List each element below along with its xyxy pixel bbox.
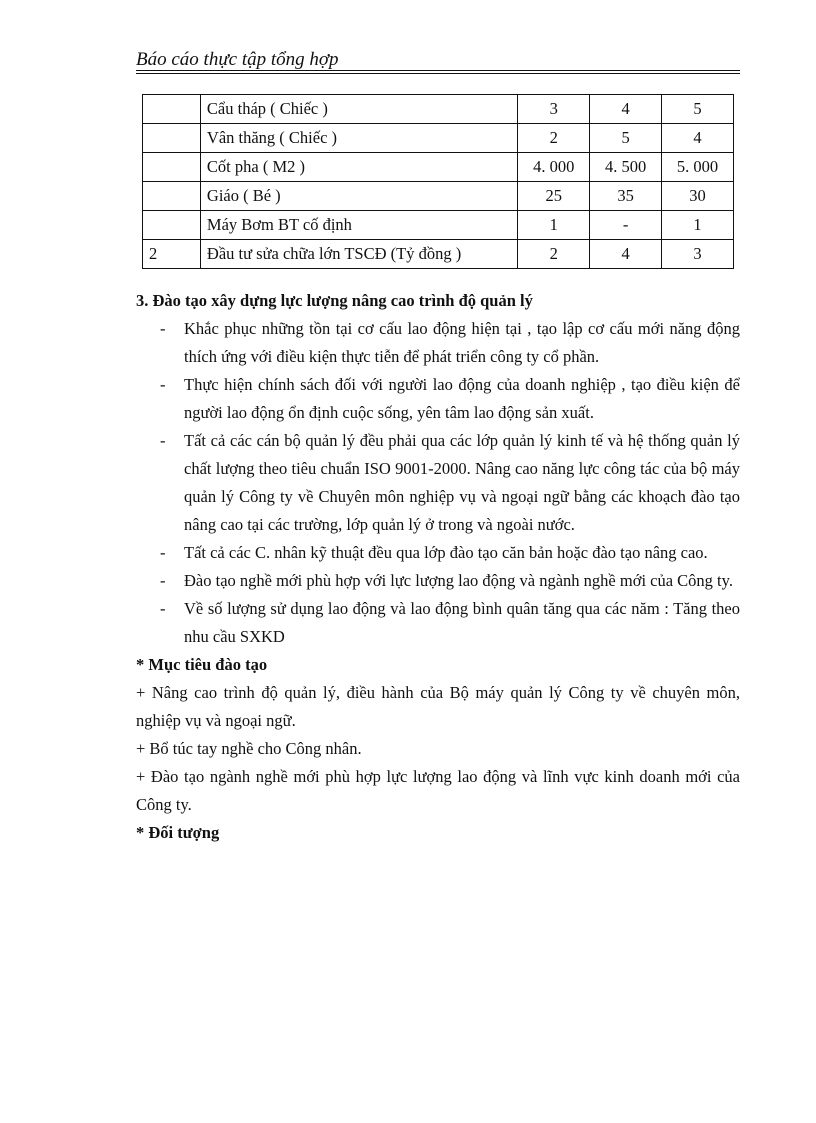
row-item: Đầu tư sửa chữa lớn TSCĐ (Tỷ đồng )	[200, 240, 517, 269]
objective-item: + Nâng cao trình độ quản lý, điều hành của Bộ máy quản lý Công ty về chuyên môn, nghiệp vụ và ngoại ngữ.	[136, 683, 740, 730]
list-item	[136, 567, 740, 595]
row-value-2: 4. 500	[590, 153, 662, 182]
bullet-list	[136, 315, 740, 651]
row-value-2: 35	[590, 182, 662, 211]
list-item-text: Tất cả các cán bộ quản lý đều phải qua các lớp quản lý kinh tế và hệ thống quản lý chất lượng theo tiêu chuẩn ISO 9001-2000. Nâng cao năng lực công tác của bộ máy quản lý Công ty về Chuyên môn nghiệp vụ và ngoại ngữ bằng các khoạch đào tạo nâng cao tại các trường, lớp quản lý ở trong và ngoài nước.	[184, 431, 740, 534]
list-item-text: Khắc phục những tồn tại cơ cấu lao động hiện tại , tạo lập cơ cấu mới năng động thích ứng với điều kiện thực tiễn để phát triển công ty cổ phần.	[184, 319, 740, 366]
list-item-text: Đào tạo nghề mới phù hợp với lực lượng lao động và ngành nghề mới của Công ty.	[184, 571, 733, 590]
row-number	[143, 124, 201, 153]
table-row	[143, 95, 734, 124]
table-row	[143, 240, 734, 269]
row-value-2: -	[590, 211, 662, 240]
row-value-3: 5. 000	[662, 153, 734, 182]
row-value-1: 4. 000	[518, 153, 590, 182]
table-row	[143, 182, 734, 211]
target-heading: * Đối tượng	[136, 823, 220, 842]
document-body	[136, 287, 740, 847]
row-number	[143, 153, 201, 182]
table-row	[143, 211, 734, 240]
row-value-2: 5	[590, 124, 662, 153]
list-item-text: Về số lượng sử dụng lao động và lao động bình quân tăng qua các năm : Tăng theo nhu cầu SXKD	[184, 599, 740, 646]
header-rule	[136, 70, 740, 71]
dash-bullet: -	[160, 319, 166, 338]
row-number	[143, 182, 201, 211]
row-value-1: 2	[518, 124, 590, 153]
row-item: Cẩu tháp ( Chiếc )	[200, 95, 517, 124]
dash-bullet: -	[160, 375, 166, 394]
header-rule-double	[136, 73, 740, 74]
objective-item: + Đào tạo ngành nghề mới phù hợp lực lượng lao động và lĩnh vực kinh doanh mới của Công ty.	[136, 767, 740, 814]
row-value-3: 4	[662, 124, 734, 153]
dash-bullet: -	[160, 571, 166, 590]
row-value-1: 1	[518, 211, 590, 240]
section-heading: 3. Đào tạo xây dựng lực lượng nâng cao trình độ quản lý	[136, 291, 533, 310]
row-item: Giáo ( Bé )	[200, 182, 517, 211]
list-item	[136, 595, 740, 651]
dash-bullet: -	[160, 599, 166, 618]
row-value-2: 4	[590, 95, 662, 124]
row-value-3: 5	[662, 95, 734, 124]
dash-bullet: -	[160, 431, 166, 450]
row-number: 2	[143, 240, 201, 269]
row-item: Máy Bơm BT cố định	[200, 211, 517, 240]
header-title: Báo cáo thực tập tổng hợp	[136, 49, 339, 70]
row-value-3: 3	[662, 240, 734, 269]
objectives-heading: * Mục tiêu đào tạo	[136, 655, 268, 674]
row-value-3: 30	[662, 182, 734, 211]
list-item	[136, 539, 740, 567]
page-header	[136, 48, 740, 72]
list-item-text: Tất cả các C. nhân kỹ thuật đều qua lớp đào tạo căn bản hoặc đào tạo nâng cao.	[184, 543, 708, 562]
row-item: Vân thăng ( Chiếc )	[200, 124, 517, 153]
row-number	[143, 211, 201, 240]
table-row	[143, 124, 734, 153]
table-row	[143, 153, 734, 182]
row-item: Cốt pha ( M2 )	[200, 153, 517, 182]
row-value-1: 3	[518, 95, 590, 124]
row-value-3: 1	[662, 211, 734, 240]
list-item-text: Thực hiện chính sách đối với người lao động của doanh nghiệp , tạo điều kiện để người lao động ổn định cuộc sống, yên tâm lao động sản xuất.	[184, 375, 740, 422]
list-item	[136, 315, 740, 371]
row-value-2: 4	[590, 240, 662, 269]
list-item	[136, 371, 740, 427]
row-value-1: 2	[518, 240, 590, 269]
row-number	[143, 95, 201, 124]
equipment-table	[142, 94, 734, 269]
dash-bullet: -	[160, 543, 166, 562]
objective-item: + Bổ túc tay nghề cho Công nhân.	[136, 739, 362, 758]
list-item	[136, 427, 740, 539]
row-value-1: 25	[518, 182, 590, 211]
